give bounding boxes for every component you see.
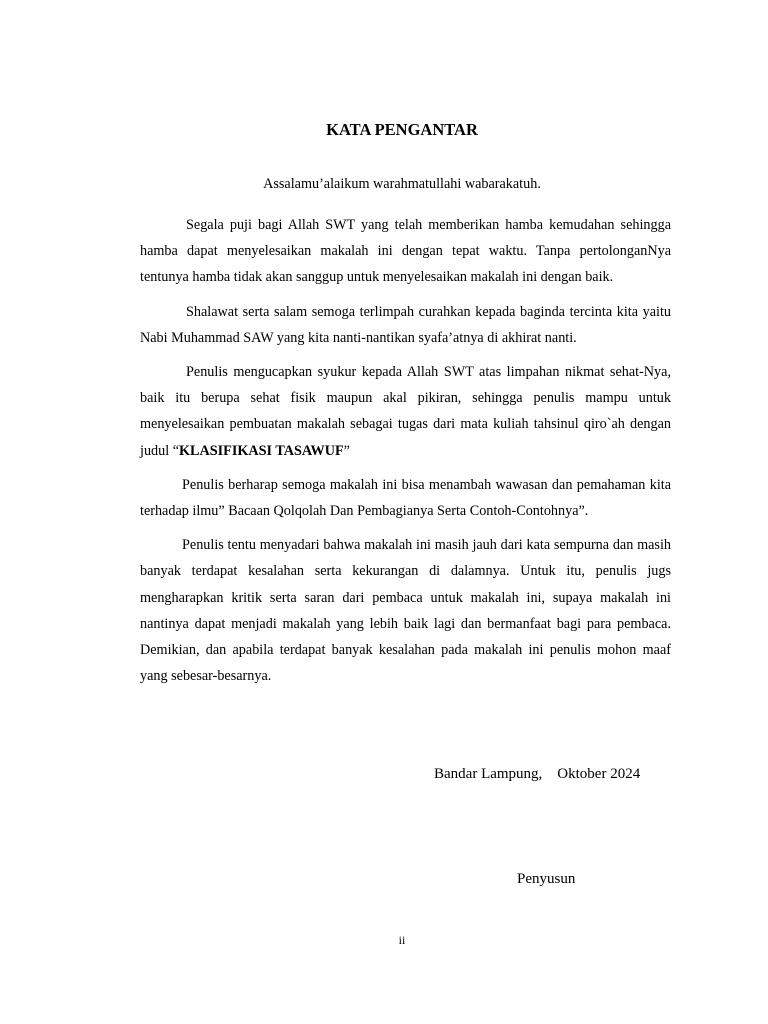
paragraph-apology: Penulis tentu menyadari bahwa makalah ini masih jauh dari kata sempurna dan masih banyak terdapat kesalahan serta kekurangan di dalamnya. Untuk itu, penulis jugs mengharapkan kritik serta saran dari pembaca untuk makalah ini, supaya makalah ini nantinya dapat menjadi makalah yang lebih baik lagi dan bermanfaat bagi para pembaca. Demikian, dan apabila terdapat banyak kesalahan pada makalah ini penulis mohon maaf yang sebesar-besarnya. — [140, 537, 671, 685]
body-text — [140, 212, 671, 697]
paragraph-gratitude — [140, 359, 671, 464]
page-number: ii — [398, 933, 406, 947]
paper-title-emphasis: KLASIFIKASI TASAWUF — [179, 442, 344, 459]
greeting-line: Assalamu’alaikum warahmatullahi wabarakatuh. — [263, 176, 541, 192]
place-date: Bandar Lampung, Oktober 2024 — [434, 766, 641, 782]
closing-quote: ” — [343, 442, 350, 459]
paragraph-shalawat: Shalawat serta salam semoga terlimpah curahkan kepada baginda tercinta kita yaitu Nabi Muhammad SAW yang kita nanti-nantikan syafa’atnya di akhirat nanti. — [140, 303, 671, 346]
paragraph-hope: Penulis berharap semoga makalah ini bisa menambah wawasan dan pemahaman kita terhadap ilmu” Bacaan Qolqolah Dan Pembagianya Serta Contoh-Contohnya”. — [140, 476, 671, 520]
page-title: KATA PENGANTAR — [326, 120, 478, 139]
signature-author: Penyusun — [517, 871, 576, 887]
paragraph-praise: Segala puji bagi Allah SWT yang telah memberikan hamba kemudahan sehingga hamba dapat menyelesaikan makalah ini dengan tepat waktu. Tanpa pertolonganNya tentunya hamba tidak akan sanggup untuk menyelesaikan makalah ini dengan baik. — [140, 217, 671, 286]
paragraph-gratitude-text: Penulis mengucapkan syukur kepada Allah SWT atas limpahan nikmat sehat-Nya, baik itu berupa sehat fisik maupun akal pikiran, sehingga penulis mampu untuk menyelesaikan pembuatan makalah sebagai tugas dari mata kuliah tahsinul qiro`ah dengan judul “ — [140, 364, 671, 459]
